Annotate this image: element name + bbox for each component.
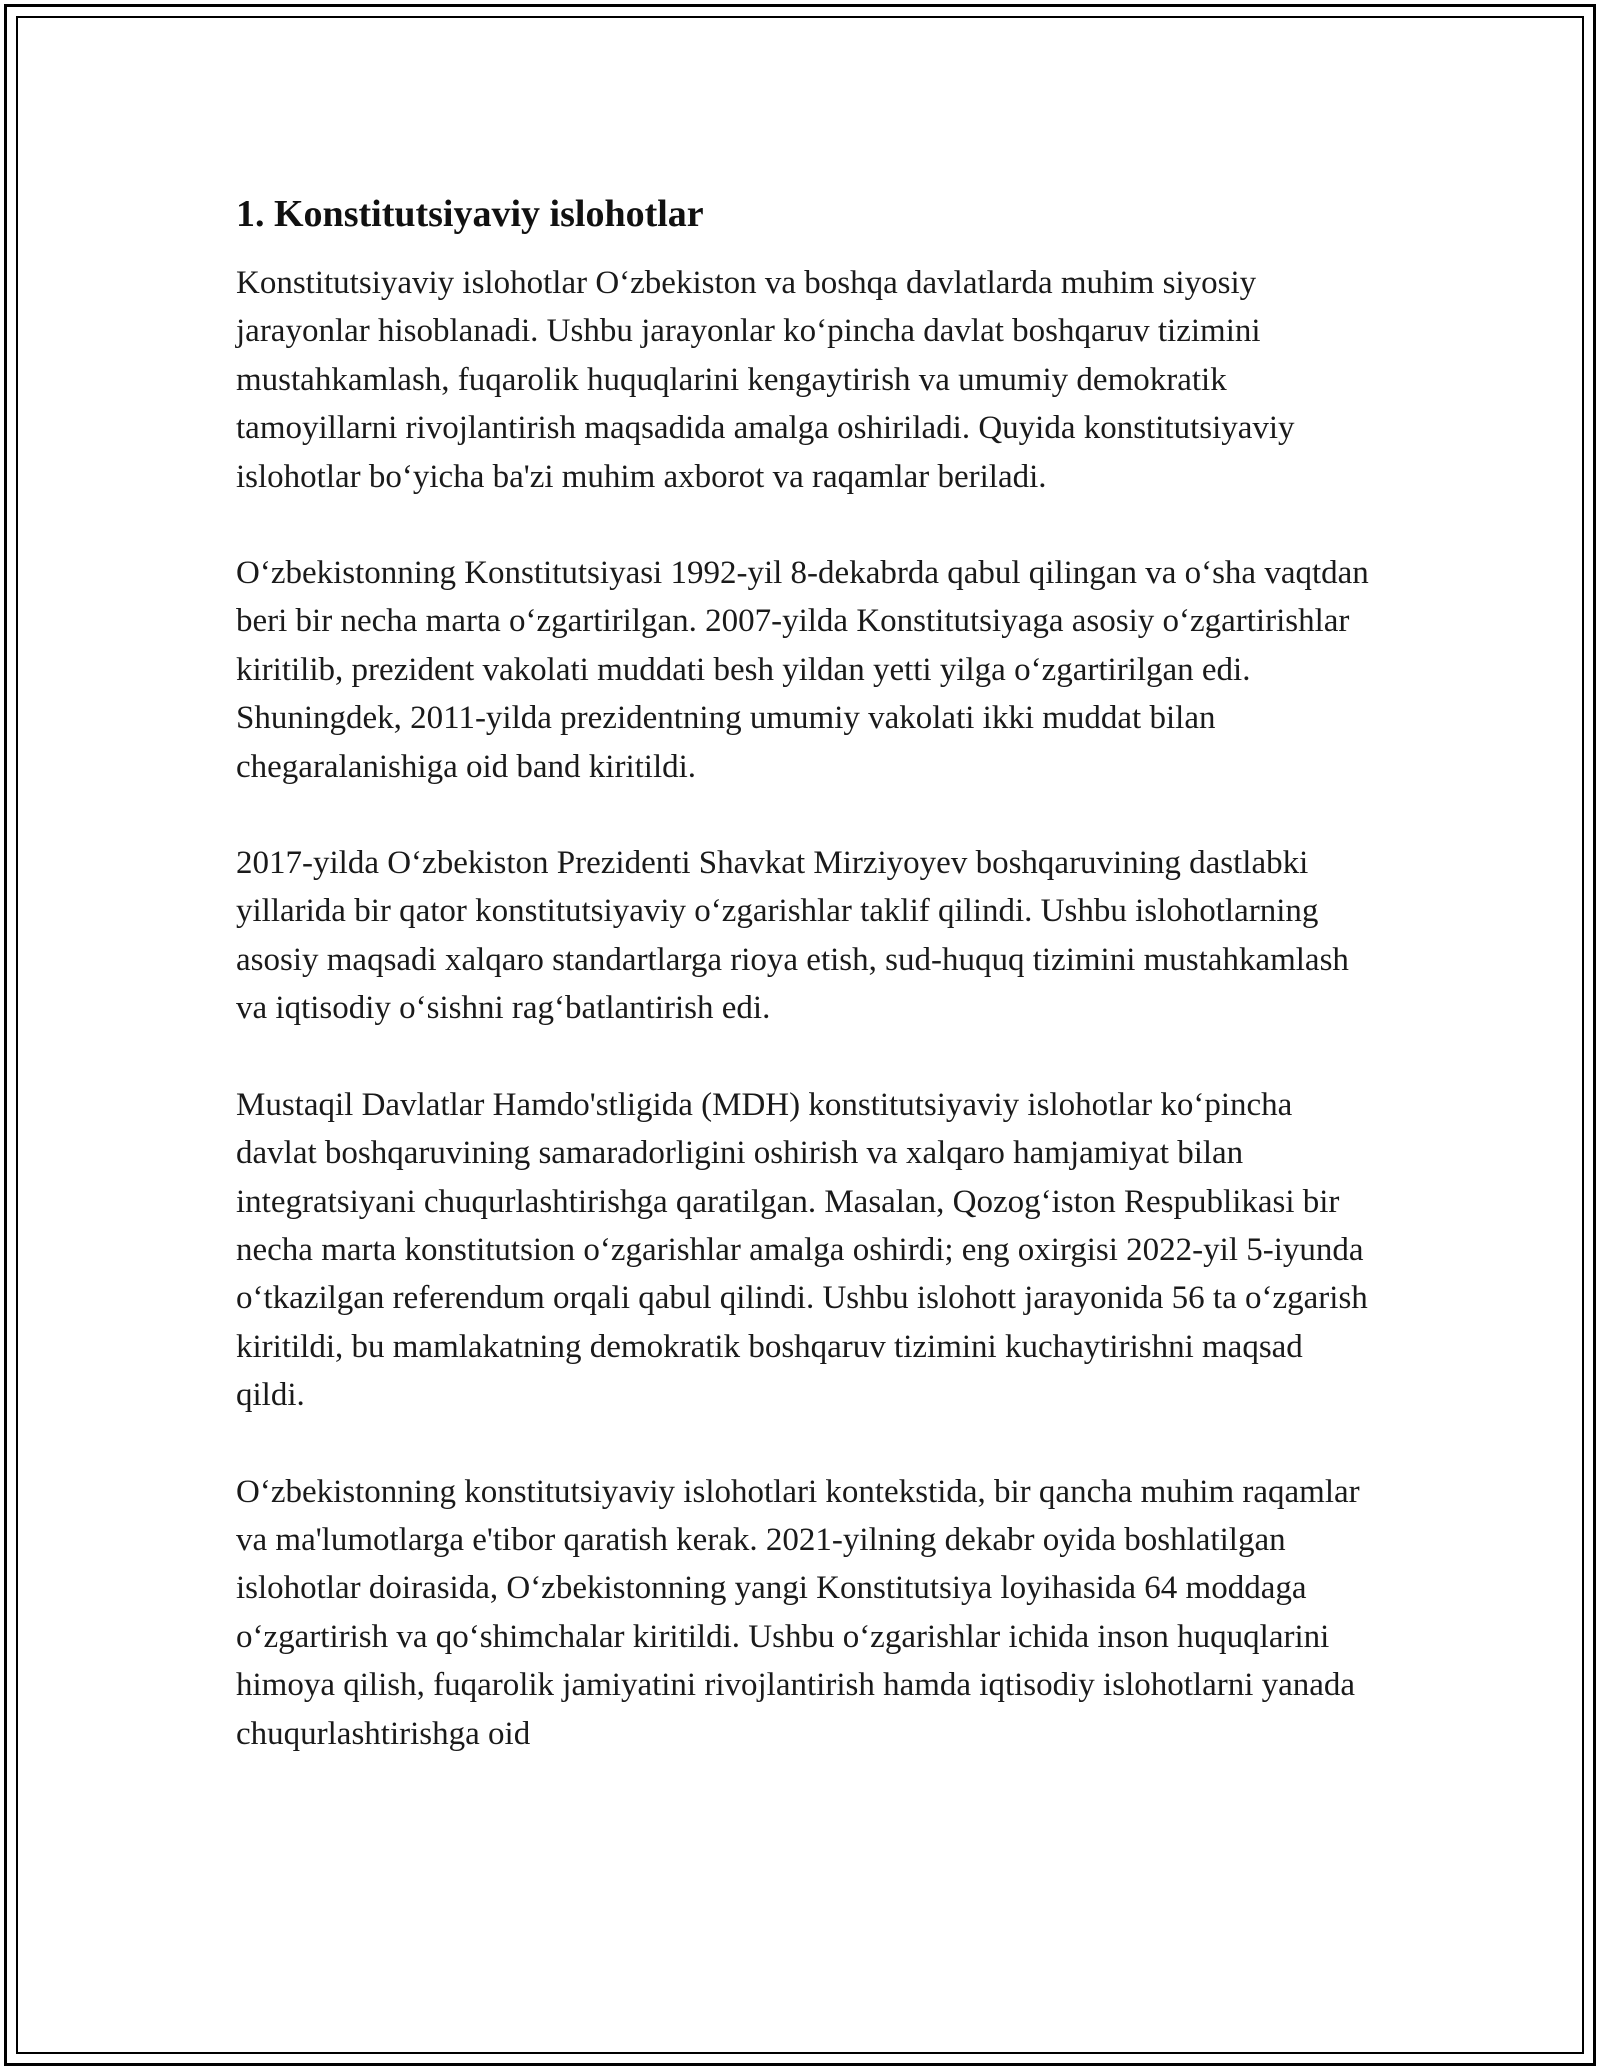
paragraph-1: Konstitutsiyaviy islohotlar O‘zbekiston va boshqa davlatlarda muhim siyosiy jarayonlar hisoblanadi. Ushbu jarayonlar ko‘pincha davlat boshqaruv tizimini mustahkamlash, fuqarolik huquqlarini kengaytirish va umumiy demokratik tamoyillarni rivojlantirish maqsadida amalga oshiriladi. Quyida konstitutsiyaviy islohotlar bo‘yicha ba'zi muhim axborot va raqamlar beriladi.: [236, 265, 1295, 495]
section-title: 1. Konstitutsiyaviy islohotlar: [236, 193, 704, 235]
paragraph-2: O‘zbekistonning Konstitutsiyasi 1992-yil 8-dekabrda qabul qilingan va o‘sha vaqtdan beri bir necha marta o‘zgartirilgan. 2007-yilda Konstitutsiyaga asosiy o‘zgartirishlar kiritilib, prezident vakolati muddati besh yildan yetti yilga o‘zgartirilgan edi. Shuningdek, 2011-yilda prezidentning umumiy vakolati ikki muddat bilan chegaralanishiga oid band kiritildi.: [236, 555, 1369, 785]
document-content: [236, 186, 1376, 1806]
paragraph-3: 2017-yilda O‘zbekiston Prezidenti Shavkat Mirziyoyev boshqaruvining dastlabki yillarida bir qator konstitutsiyaviy o‘zgarishlar taklif qilindi. Ushbu islohotlarning asosiy maqsadi xalqaro standartlarga rioya etish, sud-huquq tizimini mustahkamlash va iqtisodiy o‘sishni rag‘batlantirish edi.: [236, 845, 1349, 1027]
paragraph-4: Mustaqil Davlatlar Hamdo'stligida (MDH) konstitutsiyaviy islohotlar ko‘pincha davlat boshqaruvining samaradorligini oshirish va xalqaro hamjamiyat bilan integratsiyani chuqurlashtirishga qaratilgan. Masalan, Qozog‘iston Respublikasi bir necha marta konstitutsion o‘zgarishlar amalga oshirdi; eng oxirgisi 2022-yil 5-iyunda o‘tkazilgan referendum orqali qabul qilindi. Ushbu islohott jarayonida 56 ta o‘zgarish kiritildi, bu mamlakatning demokratik boshqaruv tizimini kuchaytirishni maqsad qildi.: [236, 1086, 1368, 1414]
paragraph-5: O‘zbekistonning konstitutsiyaviy islohotlari kontekstida, bir qancha muhim raqamlar va ma'lumotlarga e'tibor qaratish kerak. 2021-yilning dekabr oyida boshlatilgan islohotlar doirasida, O‘zbekistonning yangi Konstitutsiya loyihasida 64 moddaga o‘zgartirish va qo‘shimchalar kiritildi. Ushbu o‘zgarishlar ichida inson huquqlarini himoya qilish, fuqarolik jamiyatini rivojlantirish hamda iqtisodiy islohotlarni yanada chuqurlashtirishga oid: [236, 1473, 1360, 1752]
